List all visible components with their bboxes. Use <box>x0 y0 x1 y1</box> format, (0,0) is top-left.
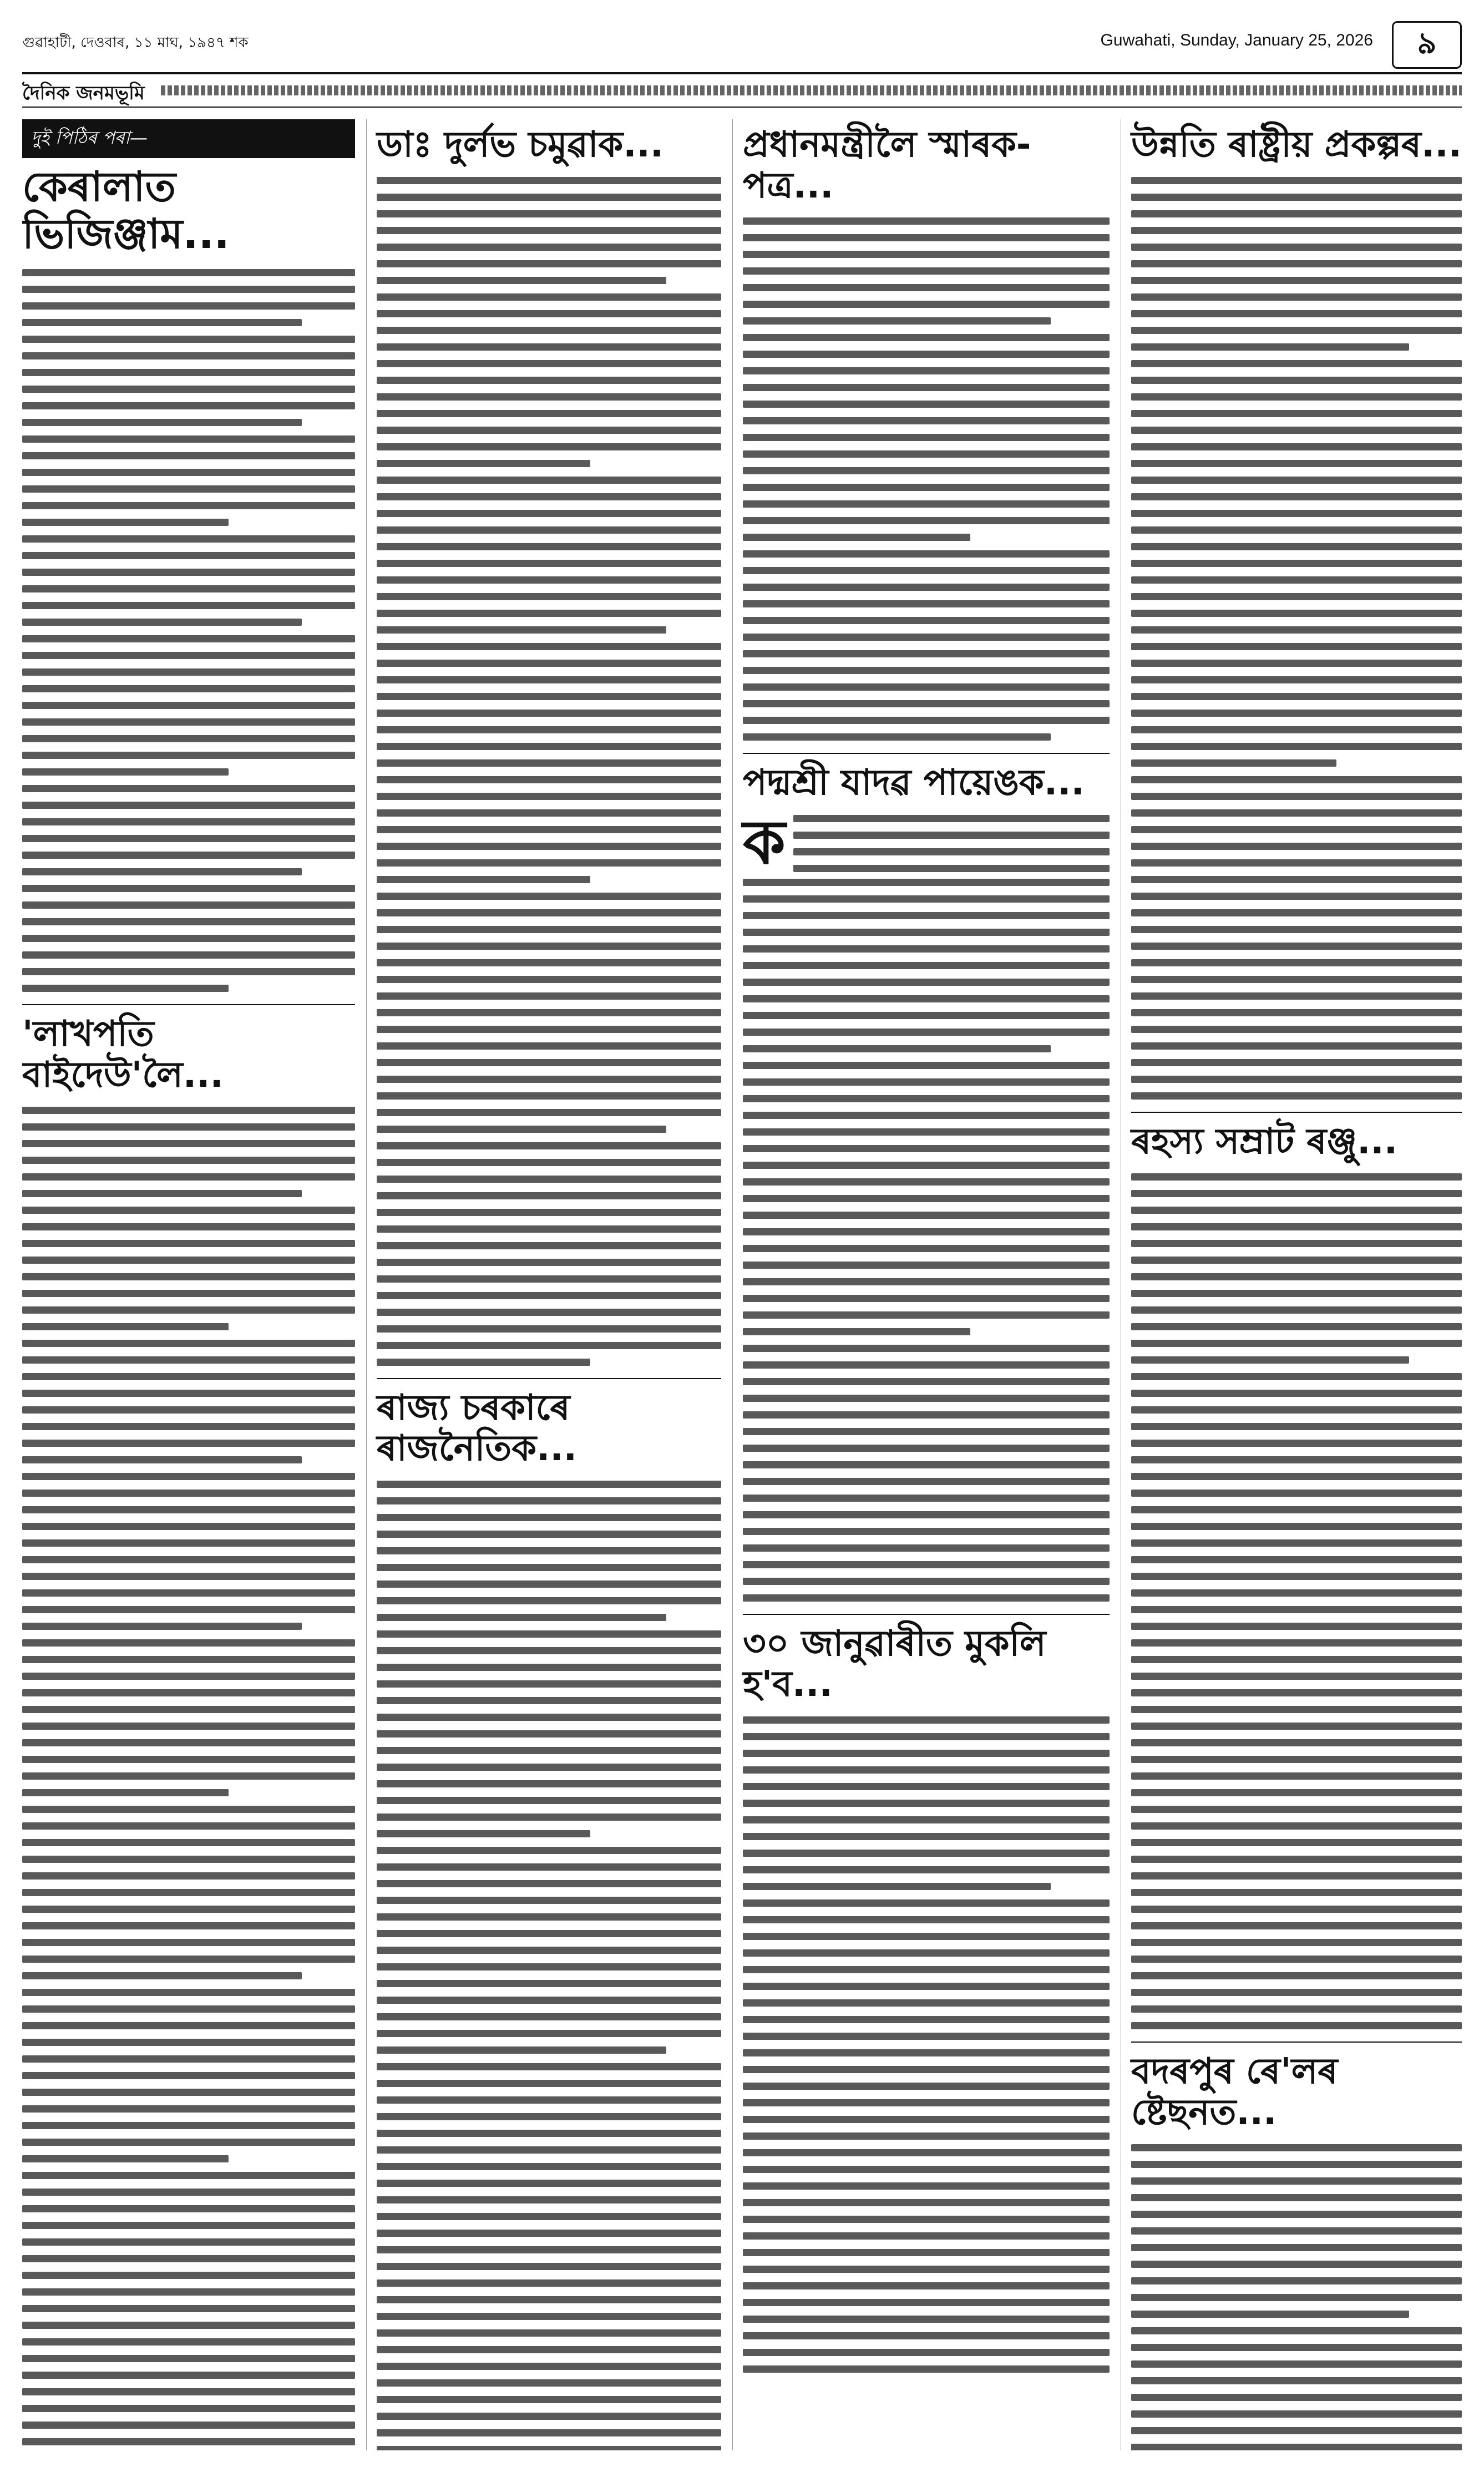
masthead-pattern <box>161 85 1462 95</box>
divider <box>743 1614 1110 1615</box>
dateline-assamese: গুৱাহাটী, দেওবাৰ, ১১ মাঘ, ১৯৪৭ শক <box>22 34 249 51</box>
article-body <box>1131 174 1462 1103</box>
column-4 <box>1121 119 1462 2450</box>
divider <box>1131 2042 1462 2043</box>
headline-vizhinjam: কেৰালাত ভিজিঞ্জাম... <box>22 163 230 259</box>
article-body <box>22 1103 355 2450</box>
article-body <box>743 1713 1110 2376</box>
continuation-kicker: দুই পিঠিৰ পৰা— <box>22 119 355 158</box>
headline-pm-memorandum: প্ৰধানমন্ত্ৰীলৈ স্মাৰক-পত্ৰ... <box>743 124 1031 206</box>
page-header <box>22 21 1462 71</box>
divider <box>22 1004 355 1005</box>
article-body <box>377 174 721 1369</box>
headline-rahasya-samrat: ৰহস্য সম্ৰাট ৰঞ্জু... <box>1131 1121 1398 1162</box>
divider <box>377 1378 721 1379</box>
column-1 <box>22 119 355 2450</box>
headline-durlabh: ডাঃ দুৰ্লভ চমুৱাক... <box>377 124 664 165</box>
article-body <box>377 1477 721 2450</box>
dropcap-paragraph <box>743 806 1110 878</box>
masthead-strip <box>22 72 1462 108</box>
headline-rajya-sarkar: ৰাজ্য চৰকাৰে ৰাজনৈতিক... <box>377 1387 577 1470</box>
headline-lakhpati: 'লাখপতি বাইদেউ'লৈ... <box>22 1014 224 1096</box>
column-3 <box>732 119 1110 2450</box>
headline-national-project: উন্নতি ৰাষ্ট্ৰীয় প্ৰকল্পৰ... <box>1131 124 1462 165</box>
dropcap: ক <box>743 806 786 878</box>
article-body <box>793 812 1110 875</box>
headline-january-30: ৩০ জানুৱাৰীত মুকলি হ'ব... <box>743 1623 1046 1705</box>
article-body <box>1131 2141 1462 2450</box>
article-body <box>1131 1170 1462 2033</box>
article-body <box>743 214 1110 744</box>
headline-padmashri-payeng: পদ্মশ্ৰী যাদৱ পায়েঙক... <box>743 762 1085 804</box>
dateline-english: Guwahati, Sunday, January 25, 2026 <box>1100 31 1373 49</box>
divider <box>1131 1112 1462 1113</box>
article-body <box>743 875 1110 1605</box>
masthead-title: দৈনিক জনমভূমি <box>22 82 145 104</box>
page-number: ৯ <box>1392 21 1462 69</box>
divider <box>743 753 1110 754</box>
headline-badarpur-station: বদৰপুৰ ৰে'লৰ ষ্টেছনত... <box>1131 2051 1338 2133</box>
article-body <box>22 266 355 995</box>
column-2 <box>366 119 721 2450</box>
